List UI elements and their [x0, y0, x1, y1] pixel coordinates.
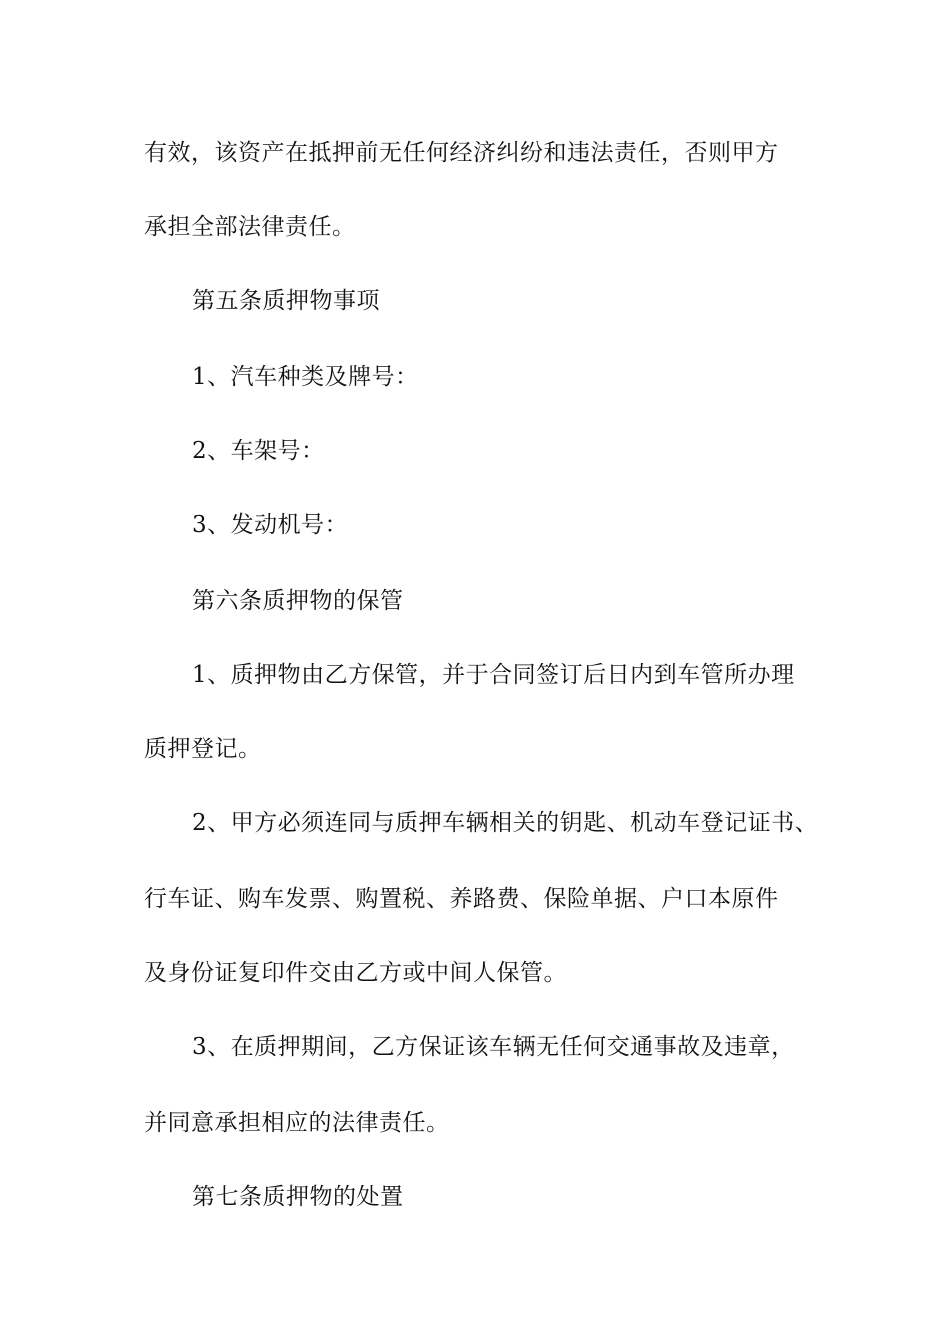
section-heading: 第六条质押物的保管	[192, 588, 404, 614]
paragraph-line: 质押登记。	[144, 736, 262, 762]
paragraph-line: 及身份证复印件交由乙方或中间人保管。	[144, 960, 567, 986]
list-item: 2、甲方必须连同与质押车辆相关的钥匙、机动车登记证书、	[192, 810, 819, 836]
section-heading: 第五条质押物事项	[192, 288, 380, 314]
list-item: 3、发动机号：	[192, 512, 349, 538]
paragraph-line: 行车证、购车发票、购置税、养路费、保险单据、户口本原件	[144, 886, 779, 912]
list-item: 1、质押物由乙方保管，并于合同签订后日内到车管所办理	[192, 662, 795, 688]
paragraph-line: 承担全部法律责任。	[144, 214, 356, 240]
paragraph-line: 有效，该资产在抵押前无任何经济纠纷和违法责任，否则甲方	[144, 140, 779, 166]
list-item: 2、车架号：	[192, 438, 325, 464]
section-heading: 第七条质押物的处置	[192, 1184, 404, 1210]
list-item: 1、汽车种类及牌号：	[192, 364, 419, 390]
list-item: 3、在质押期间，乙方保证该车辆无任何交通事故及违章，	[192, 1034, 795, 1060]
paragraph-line: 并同意承担相应的法律责任。	[144, 1110, 450, 1136]
